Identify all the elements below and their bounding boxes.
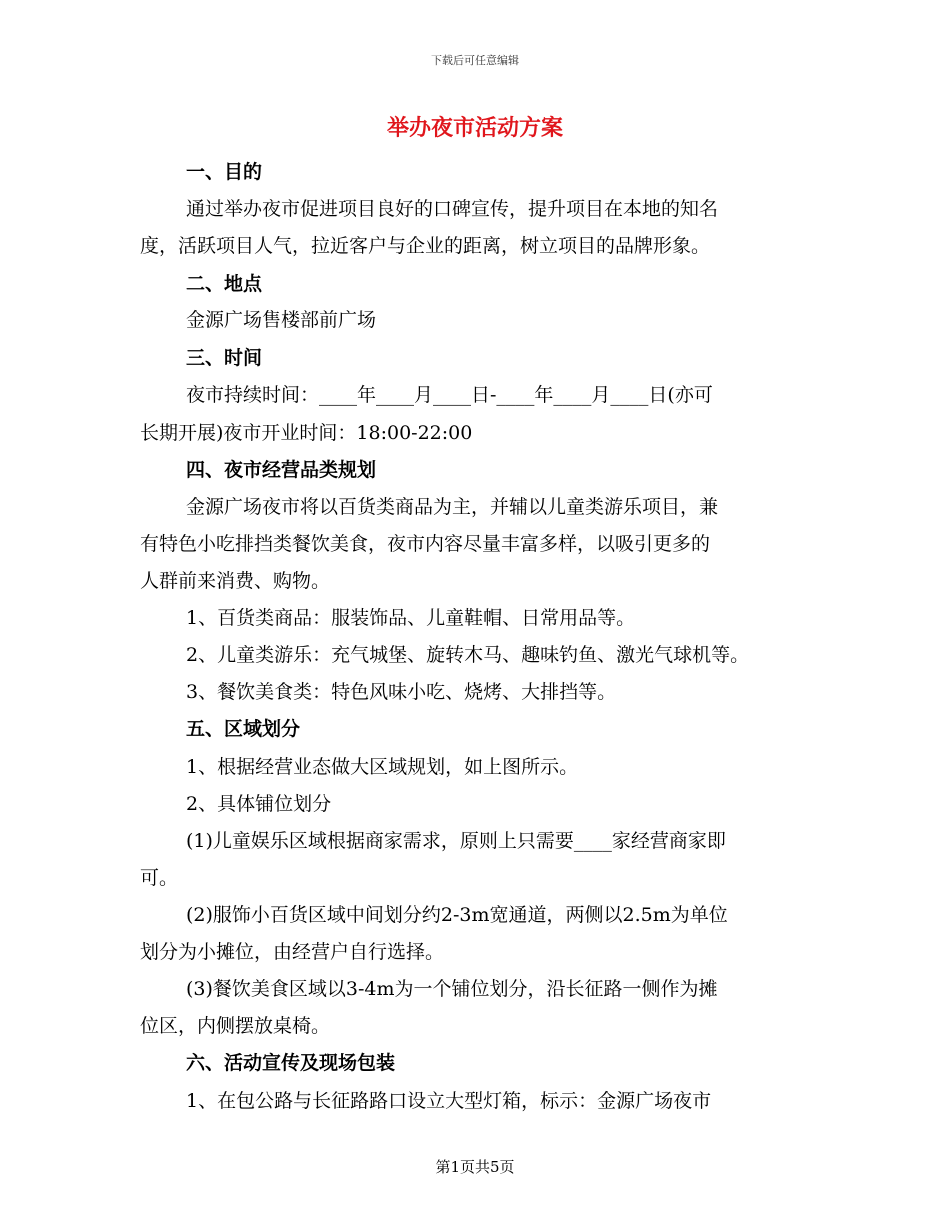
- paragraph-line: 位区，内侧摆放桌椅。: [140, 1015, 331, 1037]
- paragraph-line: 度，活跃项目人气，拉近客户与企业的距离，树立项目的品牌形象。: [140, 235, 711, 257]
- list-item: 2、儿童类游乐：充气城堡、旋转木马、趣味钓鱼、激光气球机等。: [186, 644, 750, 666]
- paragraph-line: 可。: [140, 867, 179, 889]
- section-heading-purpose: 一、目的: [186, 161, 263, 183]
- page-header: 下载后可任意编辑: [431, 54, 519, 67]
- paragraph-line: 长期开展)夜市开业时间：18:00-22:00: [140, 422, 473, 444]
- list-item: 1、百货类商品：服装饰品、儿童鞋帽、日常用品等。: [186, 607, 636, 629]
- section-heading-promotion: 六、活动宣传及现场包装: [186, 1052, 396, 1074]
- section-heading-time: 三、时间: [186, 347, 263, 369]
- list-item: 1、根据经营业态做大区域规划，如上图所示。: [186, 756, 579, 778]
- list-item: (3)餐饮美食区域以3-4m为一个铺位划分，沿长征路一侧作为摊: [186, 978, 718, 1000]
- section-heading-categories: 四、夜市经营品类规划: [186, 459, 377, 481]
- page-footer: 第1页共5页: [435, 1158, 515, 1176]
- document-title: 举办夜市活动方案: [386, 115, 563, 141]
- list-item: 1、在包公路与长征路路口设立大型灯箱，标示：金源广场夜市: [186, 1090, 712, 1112]
- paragraph-line: 划分为小摊位，由经营户自行选择。: [140, 941, 445, 963]
- list-item: 3、餐饮美食类：特色风味小吃、烧烤、大排挡等。: [186, 681, 617, 703]
- section-heading-location: 二、地点: [186, 273, 263, 295]
- list-item: 2、具体铺位划分: [186, 793, 332, 815]
- list-item: (2)服饰小百货区域中间划分约2-3m宽通道，两侧以2.5m为单位: [186, 904, 728, 926]
- paragraph-line: 金源广场夜市将以百货类商品为主，并辅以儿童类游乐项目，兼: [186, 496, 719, 518]
- list-item: (1)儿童娱乐区域根据商家需求，原则上只需要____家经营商家即: [186, 830, 726, 852]
- paragraph-line: 人群前来消费、购物。: [140, 570, 331, 592]
- section-heading-zoning: 五、区域划分: [186, 718, 301, 740]
- paragraph-line: 夜市持续时间：____年____月____日-____年____月____日(亦可: [186, 384, 713, 406]
- paragraph-line: 通过举办夜市促进项目良好的口碑宣传，提升项目在本地的知名: [186, 198, 719, 220]
- paragraph-line: 有特色小吃排挡类餐饮美食，夜市内容尽量丰富多样，以吸引更多的: [140, 533, 711, 555]
- paragraph-line: 金源广场售楼部前广场: [186, 309, 377, 331]
